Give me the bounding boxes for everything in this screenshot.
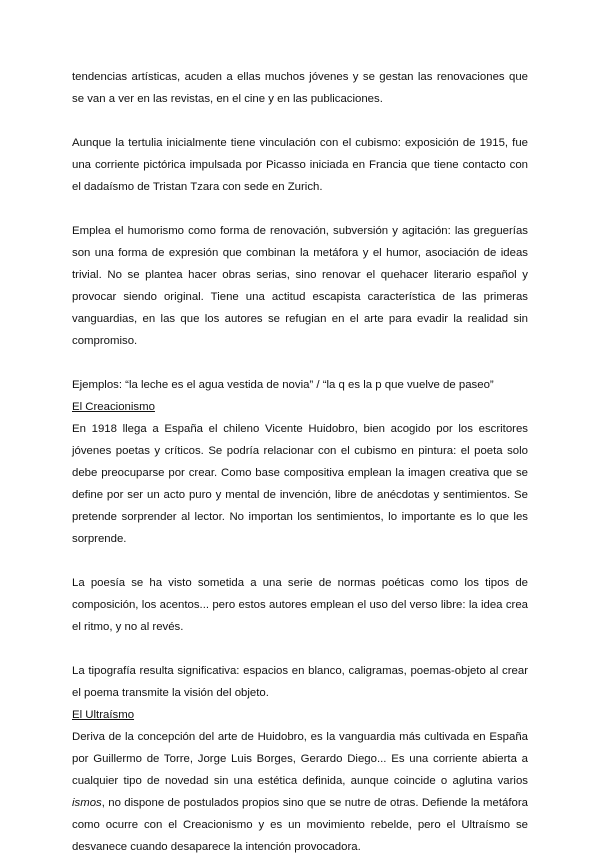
paragraph-ejemplos: Ejemplos: “la leche es el agua vestida de novia” / “la q es la p que vuelve de paseo” [72,379,494,391]
heading-ultraismo: El Ultraísmo [72,709,135,721]
paragraph-verso-libre: La poesía se ha visto sometida a una serie de normas poéticas como los tipos de composición, los acentos... pero estos autores emplean el uso del verso libre: la idea crea el ritmo, y no al revés. [72,577,528,633]
paragraph-humorismo: Emplea el humorismo como forma de renovación, subversión y agitación: las greguerías son una forma de expresión que combinan la metáfora y el humor, asociación de ideas trivial. No se plantea hacer obras serias, sino renovar el quehacer literario español y provocar siendo original. Tiene una actitud escapista característica de las primeras vanguardias, en las que los autores se refugian en el arte para evadir la realidad sin compromiso. [72,225,528,347]
ultraismo-italic-ismos: ismos [72,797,102,809]
heading-creacionismo: El Creacionismo [72,401,155,413]
paragraph-creacionismo-intro: En 1918 llega a España el chileno Vicente Huidobro, bien acogido por los escritores jóvenes poetas y críticos. Se podría relacionar con el cubismo en pintura: el poeta solo debe preocuparse por crear. Como base compositiva emplean la imagen creativa que se define por ser un acto puro y mental de invención, libre de anécdotas y sentimientos. Se pretende sorprender al lector. No importan los sentimientos, lo importante es lo que les sorprende. [72,423,528,545]
paragraph-tendencias: tendencias artísticas, acuden a ellas muchos jóvenes y se gestan las renovaciones que se van a ver en las revistas, en el cine y en las publicaciones. [72,71,528,105]
ultraismo-text-end: , no dispone de postulados propios sino que se nutre de otras. Defiende la metáfora como ocurre con el Creacionismo y es un movimiento rebelde, pero el Ultraísmo se desvanece cuando desaparece la intención provocadora. [72,797,528,853]
paragraph-ultraismo [72,726,528,858]
paragraph-tipografia: La tipografía resulta significativa: espacios en blanco, caligramas, poemas-objeto al crear el poema transmite la visión del objeto. [72,665,528,699]
ultraismo-text-start: Deriva de la concepción del arte de Huidobro, es la vanguardia más cultivada en España por Guillermo de Torre, Jorge Luis Borges, Gerardo Diego... Es una corriente abierta a cualquier tipo de novedad sin una estética definida, aunque coincide o aglutina varios [72,731,528,787]
paragraph-tertulia: Aunque la tertulia inicialmente tiene vinculación con el cubismo: exposición de 1915, fue una corriente pictórica impulsada por Picasso iniciada en Francia que tiene contacto con el dadaísmo de Tristan Tzara con sede en Zurich. [72,137,528,193]
